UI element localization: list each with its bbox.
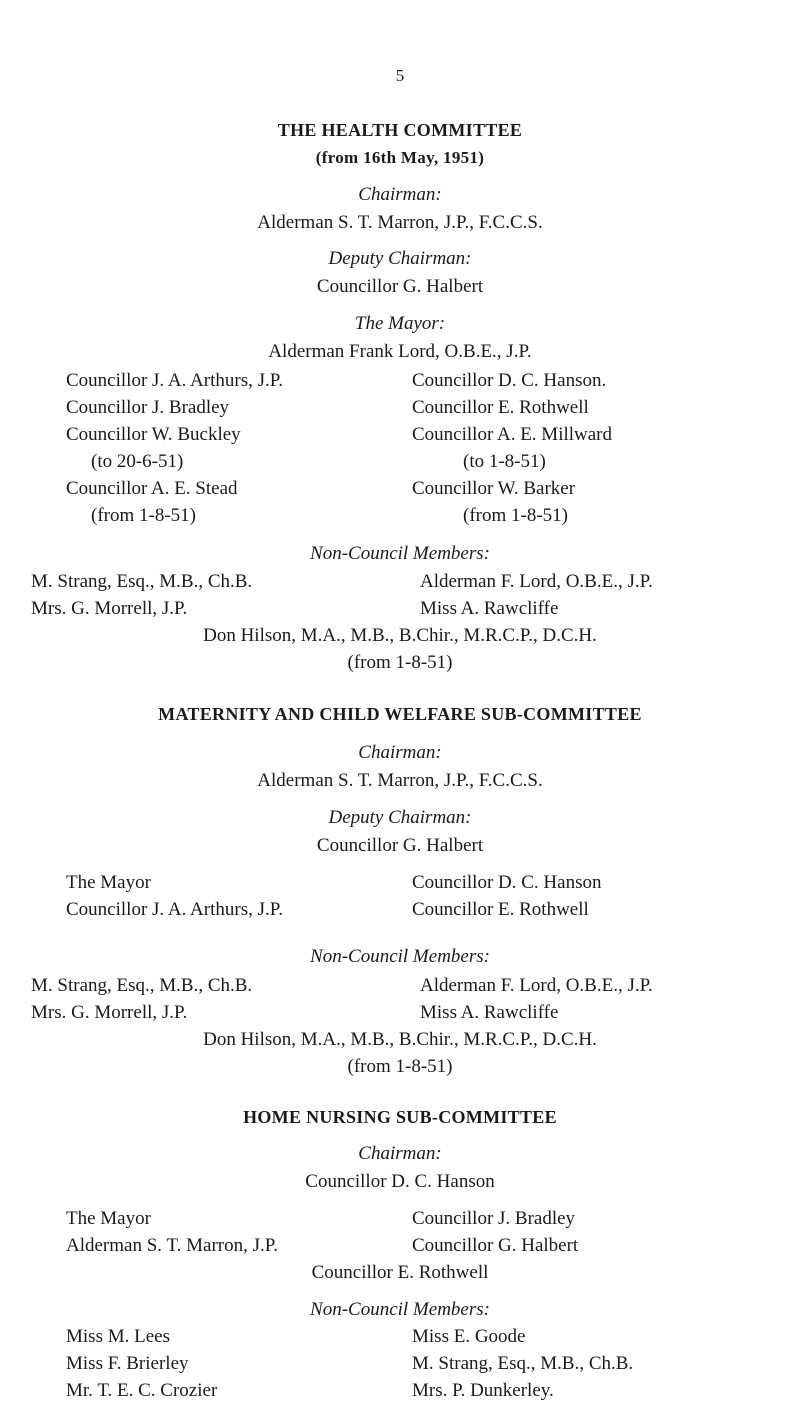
maternity-nc-row4: (from 1-8-51) (347, 1056, 453, 1077)
maternity-nc-row3: Don Hilson, M.A., M.B., B.Chir., M.R.C.P., D.C.H. (203, 1029, 597, 1050)
maternity-chairman-label: Chairman: (358, 742, 442, 763)
maternity-row1-right: Councillor D. C. Hanson (412, 872, 602, 893)
health-nc-row1-left: M. Strang, Esq., M.B., Ch.B. (31, 571, 253, 592)
health-member-left-5: Councillor A. E. Stead (66, 478, 238, 499)
health-chairman-name: Alderman S. T. Marron, J.P., F.C.C.S. (257, 212, 543, 233)
health-nc-row2-right: Miss A. Rawcliffe (420, 598, 559, 619)
health-member-left-1: Councillor J. A. Arthurs, J.P. (66, 370, 283, 391)
health-mayor-label: The Mayor: (354, 313, 446, 334)
health-member-left-2: Councillor J. Bradley (66, 397, 230, 418)
health-non-council-label: Non-Council Members: (310, 543, 490, 564)
maternity-nc-row1-left: M. Strang, Esq., M.B., Ch.B. (31, 975, 253, 996)
home-nursing-title: HOME NURSING SUB-COMMITTEE (243, 1107, 557, 1127)
health-nc-row3: Don Hilson, M.A., M.B., B.Chir., M.R.C.P., D.C.H. (203, 625, 597, 646)
home-nursing-chairman-name: Councillor D. C. Hanson (305, 1171, 495, 1192)
home-nursing-nc-left-2: Miss F. Brierley (66, 1353, 189, 1374)
maternity-title: MATERNITY AND CHILD WELFARE SUB-COMMITTEE (158, 704, 642, 724)
health-deputy-name: Councillor G. Halbert (316, 276, 484, 297)
health-deputy-label: Deputy Chairman: (328, 248, 472, 269)
home-nursing-row3: Councillor E. Rothwell (311, 1262, 489, 1283)
maternity-nc-row2-right: Miss A. Rawcliffe (420, 1002, 559, 1023)
health-member-right-1: Councillor D. C. Hanson. (412, 370, 607, 391)
home-nursing-non-council-label: Non-Council Members: (310, 1299, 490, 1320)
health-member-right-6: (from 1-8-51) (463, 505, 568, 526)
health-chairman-label: Chairman: (358, 184, 442, 205)
maternity-row2-left: Councillor J. A. Arthurs, J.P. (66, 899, 283, 920)
health-nc-row2-left: Mrs. G. Morrell, J.P. (31, 598, 188, 619)
health-member-right-5: Councillor W. Barker (412, 478, 576, 499)
health-member-left-6: (from 1-8-51) (91, 505, 196, 526)
maternity-row1-left: The Mayor (66, 872, 151, 893)
health-nc-row1-right: Alderman F. Lord, O.B.E., J.P. (420, 571, 653, 592)
health-member-right-4: (to 1-8-51) (463, 451, 546, 472)
maternity-non-council-label: Non-Council Members: (310, 946, 490, 967)
health-committee-date: (from 16th May, 1951) (315, 148, 485, 167)
home-nursing-row2-right: Councillor G. Halbert (412, 1235, 579, 1256)
health-member-left-4: (to 20-6-51) (91, 451, 184, 472)
maternity-chairman-name: Alderman S. T. Marron, J.P., F.C.C.S. (257, 770, 543, 791)
health-nc-row4: (from 1-8-51) (347, 652, 453, 673)
page-number: 5 (395, 66, 405, 85)
home-nursing-row1-right: Councillor J. Bradley (412, 1208, 576, 1229)
health-mayor-name: Alderman Frank Lord, O.B.E., J.P. (268, 341, 532, 362)
maternity-deputy-name: Councillor G. Halbert (316, 835, 484, 856)
health-committee-title: THE HEALTH COMMITTEE (277, 120, 523, 140)
health-member-right-3: Councillor A. E. Millward (412, 424, 613, 445)
home-nursing-row2-left: Alderman S. T. Marron, J.P. (66, 1235, 278, 1256)
maternity-nc-row2-left: Mrs. G. Morrell, J.P. (31, 1002, 188, 1023)
home-nursing-nc-left-3: Mr. T. E. C. Crozier (66, 1380, 218, 1401)
maternity-row2-right: Councillor E. Rothwell (412, 899, 589, 920)
home-nursing-nc-right-2: M. Strang, Esq., M.B., Ch.B. (412, 1353, 634, 1374)
home-nursing-nc-left-1: Miss M. Lees (66, 1326, 170, 1347)
home-nursing-nc-right-1: Miss E. Goode (412, 1326, 526, 1347)
maternity-nc-row1-right: Alderman F. Lord, O.B.E., J.P. (420, 975, 653, 996)
home-nursing-nc-right-3: Mrs. P. Dunkerley. (412, 1380, 554, 1401)
health-member-right-2: Councillor E. Rothwell (412, 397, 589, 418)
health-member-left-3: Councillor W. Buckley (66, 424, 241, 445)
home-nursing-row1-left: The Mayor (66, 1208, 151, 1229)
maternity-deputy-label: Deputy Chairman: (328, 807, 472, 828)
home-nursing-chairman-label: Chairman: (358, 1143, 442, 1164)
